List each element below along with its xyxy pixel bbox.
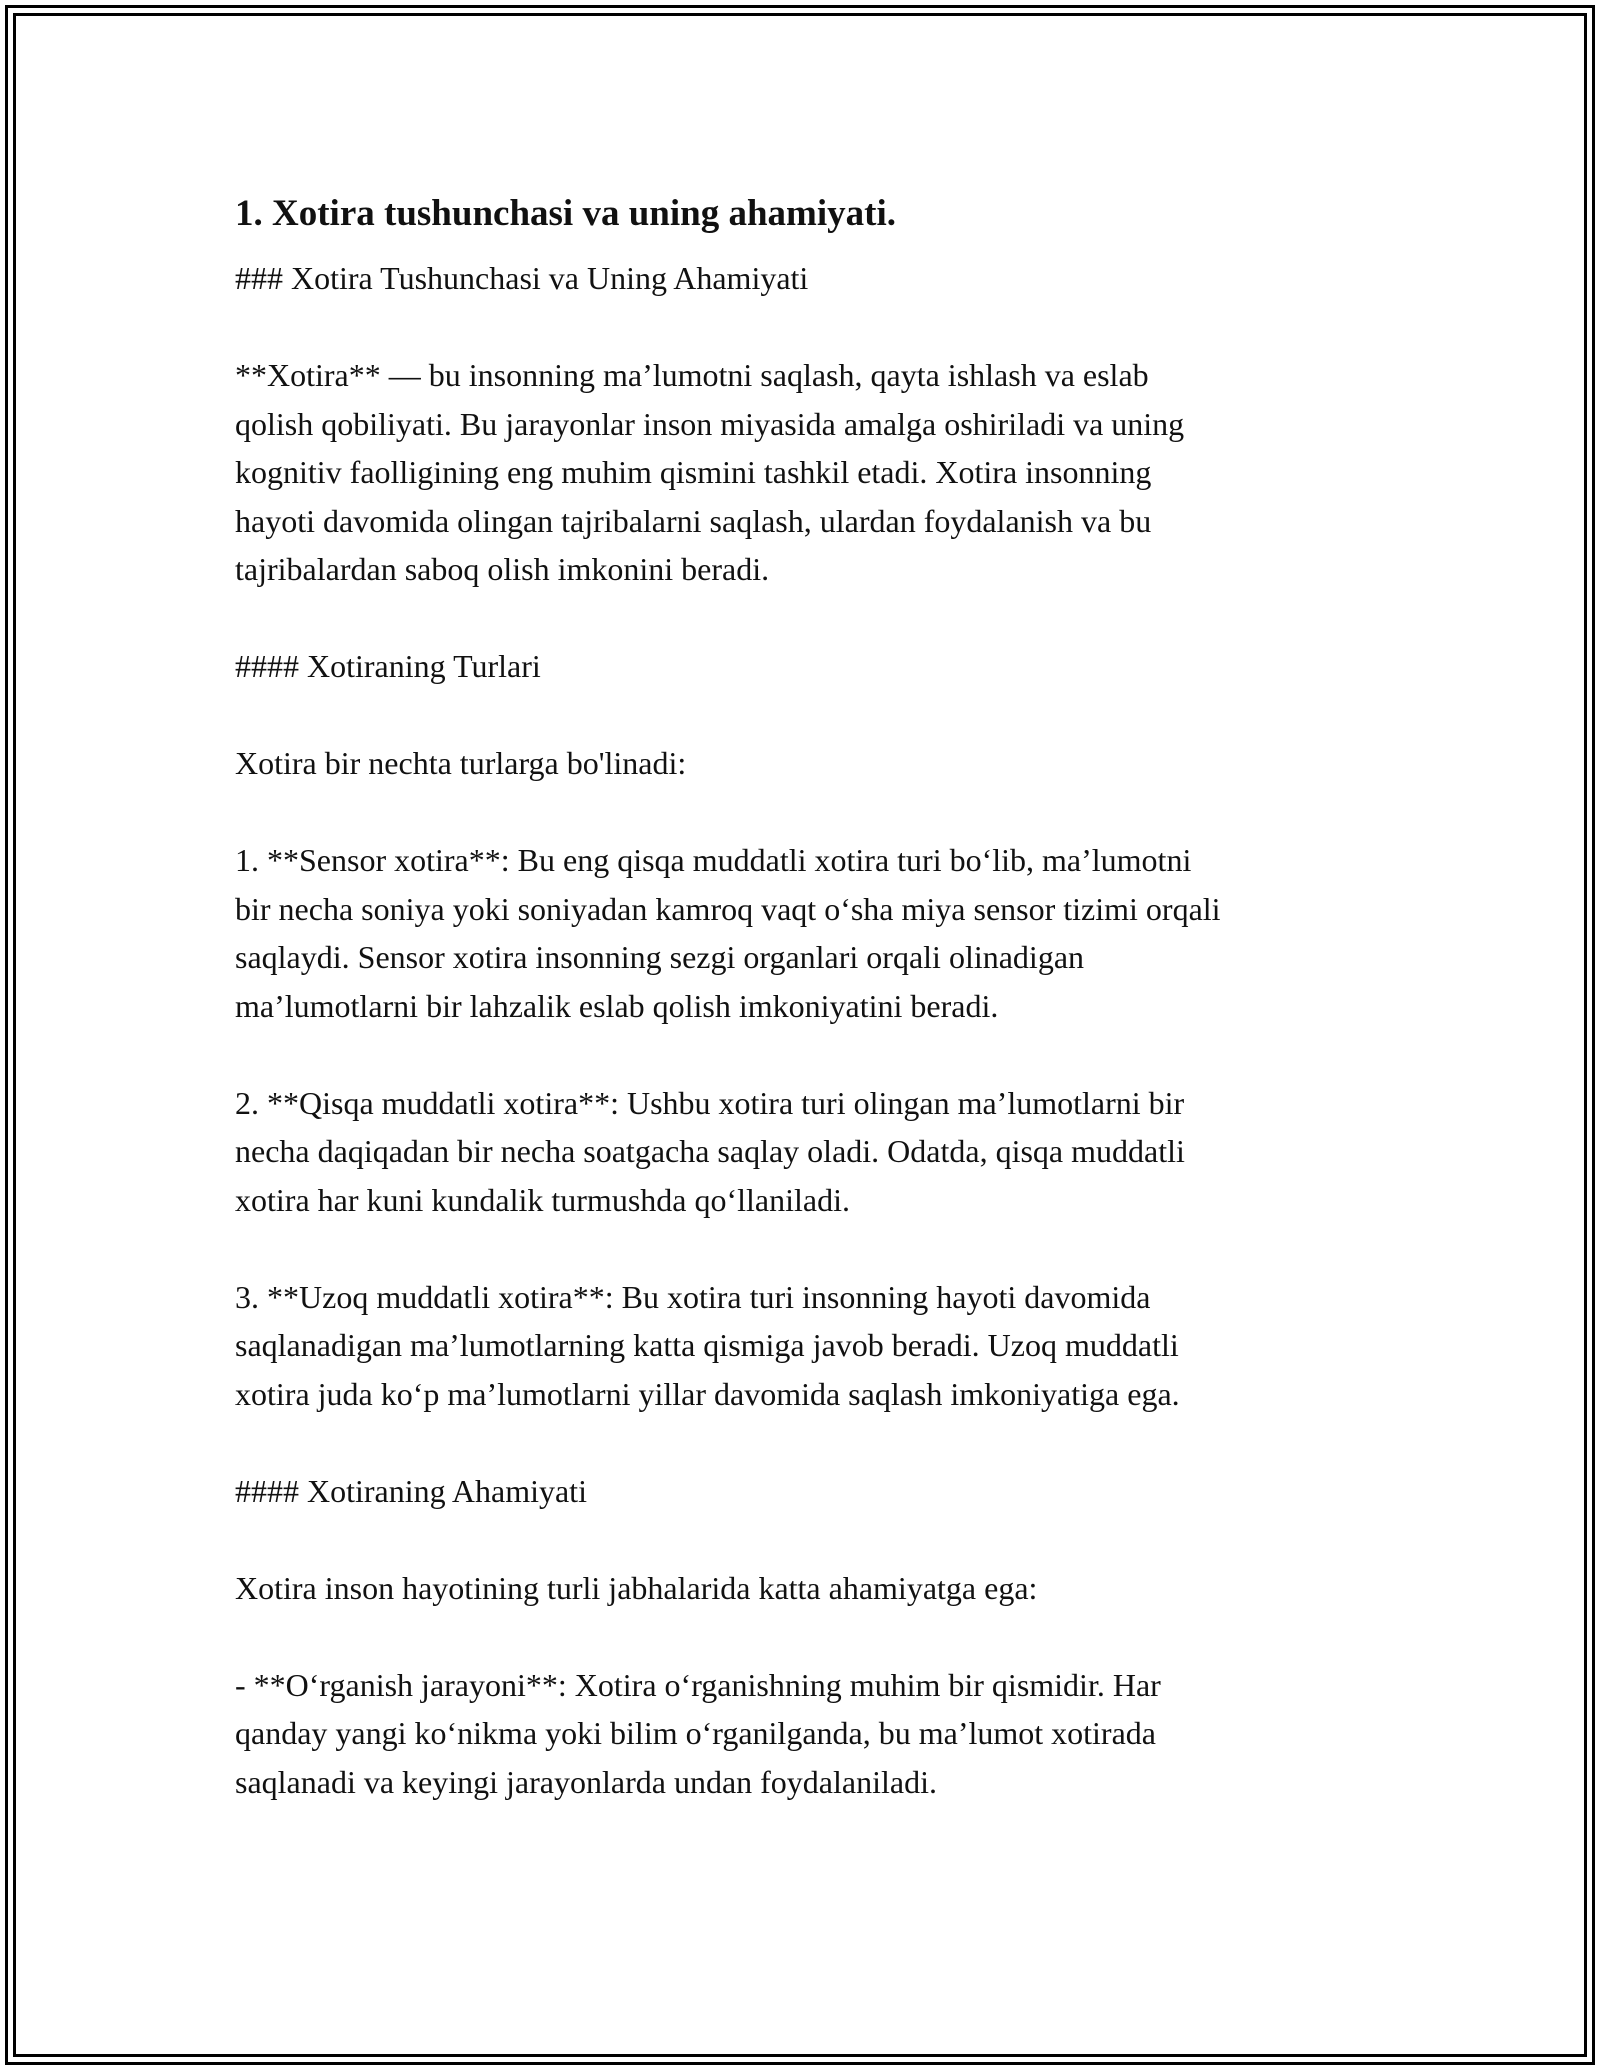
paragraph-spacer — [235, 1612, 1385, 1661]
paragraph-spacer — [235, 788, 1385, 837]
paragraph-spacer — [235, 1418, 1385, 1467]
intro-paragraph: **Xotira** — bu insonning ma’lumotni saqlash, qayta ishlash va eslab qolish qobiliyati. Bu jarayonlar inson miyasida amalga oshiriladi va uning kognitiv faolligining eng muhim qismini tashkil etadi. Xotira insonning hayoti davomida olingan tajribalarni saqlash, ulardan foydalanish va bu tajribalardan saboq olish imkonini beradi. — [235, 357, 1185, 587]
types-intro-paragraph: Xotira bir nechta turlarga bo'linadi: — [235, 745, 687, 781]
importance-intro-paragraph: Xotira inson hayotining turli jabhalarida katta ahamiyatga ega: — [235, 1569, 1038, 1606]
paragraph-spacer — [235, 1030, 1385, 1079]
section-heading: ### Xotira Tushunchasi va Uning Ahamiyati — [235, 260, 809, 296]
list-item-long-term-memory: 3. **Uzoq muddatli xotira**: Bu xotira turi insonning hayoti davomida saqlanadigan ma’lumotlarning katta qismiga javob beradi. Uzoq muddatli xotira juda ko‘p ma’lumotlarni yillar davomida saqlash imkoniyatiga ega. — [235, 1278, 1180, 1412]
paragraph-spacer — [235, 691, 1385, 740]
bullet-item-learning-process: - **O‘rganish jarayoni**: Xotira o‘rganishning muhim bir qismidir. Har qanday yangi ko‘nikma yoki bilim o‘rganilganda, bu ma’lumot xotirada saqlanadi va keyingi jarayonlarda undan foydalaniladi. — [235, 1666, 1161, 1800]
list-item-sensor-memory: 1. **Sensor xotira**: Bu eng qisqa muddatli xotira turi bo‘lib, ma’lumotni bir necha soniya yoki soniyadan kamroq vaqt o‘sha miya sensor tizimi orqali saqlaydi. Sensor xotira insonning sezgi organlari orqali olinadigan ma’lumotlarni bir lahzalik eslab qolish imkoniyatini beradi. — [235, 842, 1221, 1024]
paragraph-spacer — [235, 1515, 1385, 1564]
paragraph-spacer — [235, 1224, 1385, 1273]
subsection-heading-types: #### Xotiraning Turlari — [235, 648, 541, 684]
document-title: 1. Xotira tushunchasi va uning ahamiyati. — [235, 193, 896, 234]
paragraph-spacer — [235, 594, 1385, 643]
list-item-short-term-memory: 2. **Qisqa muddatli xotira**: Ushbu xotira turi olingan ma’lumotlarni bir necha daqiqadan bir necha soatgacha saqlay oladi. Odatda, qisqa muddatli xotira har kuni kundalik turmushda qo‘llaniladi. — [235, 1084, 1185, 1218]
paragraph-spacer — [235, 303, 1385, 352]
document-body — [235, 188, 1385, 1806]
subsection-heading-importance: #### Xotiraning Ahamiyati — [235, 1472, 587, 1509]
